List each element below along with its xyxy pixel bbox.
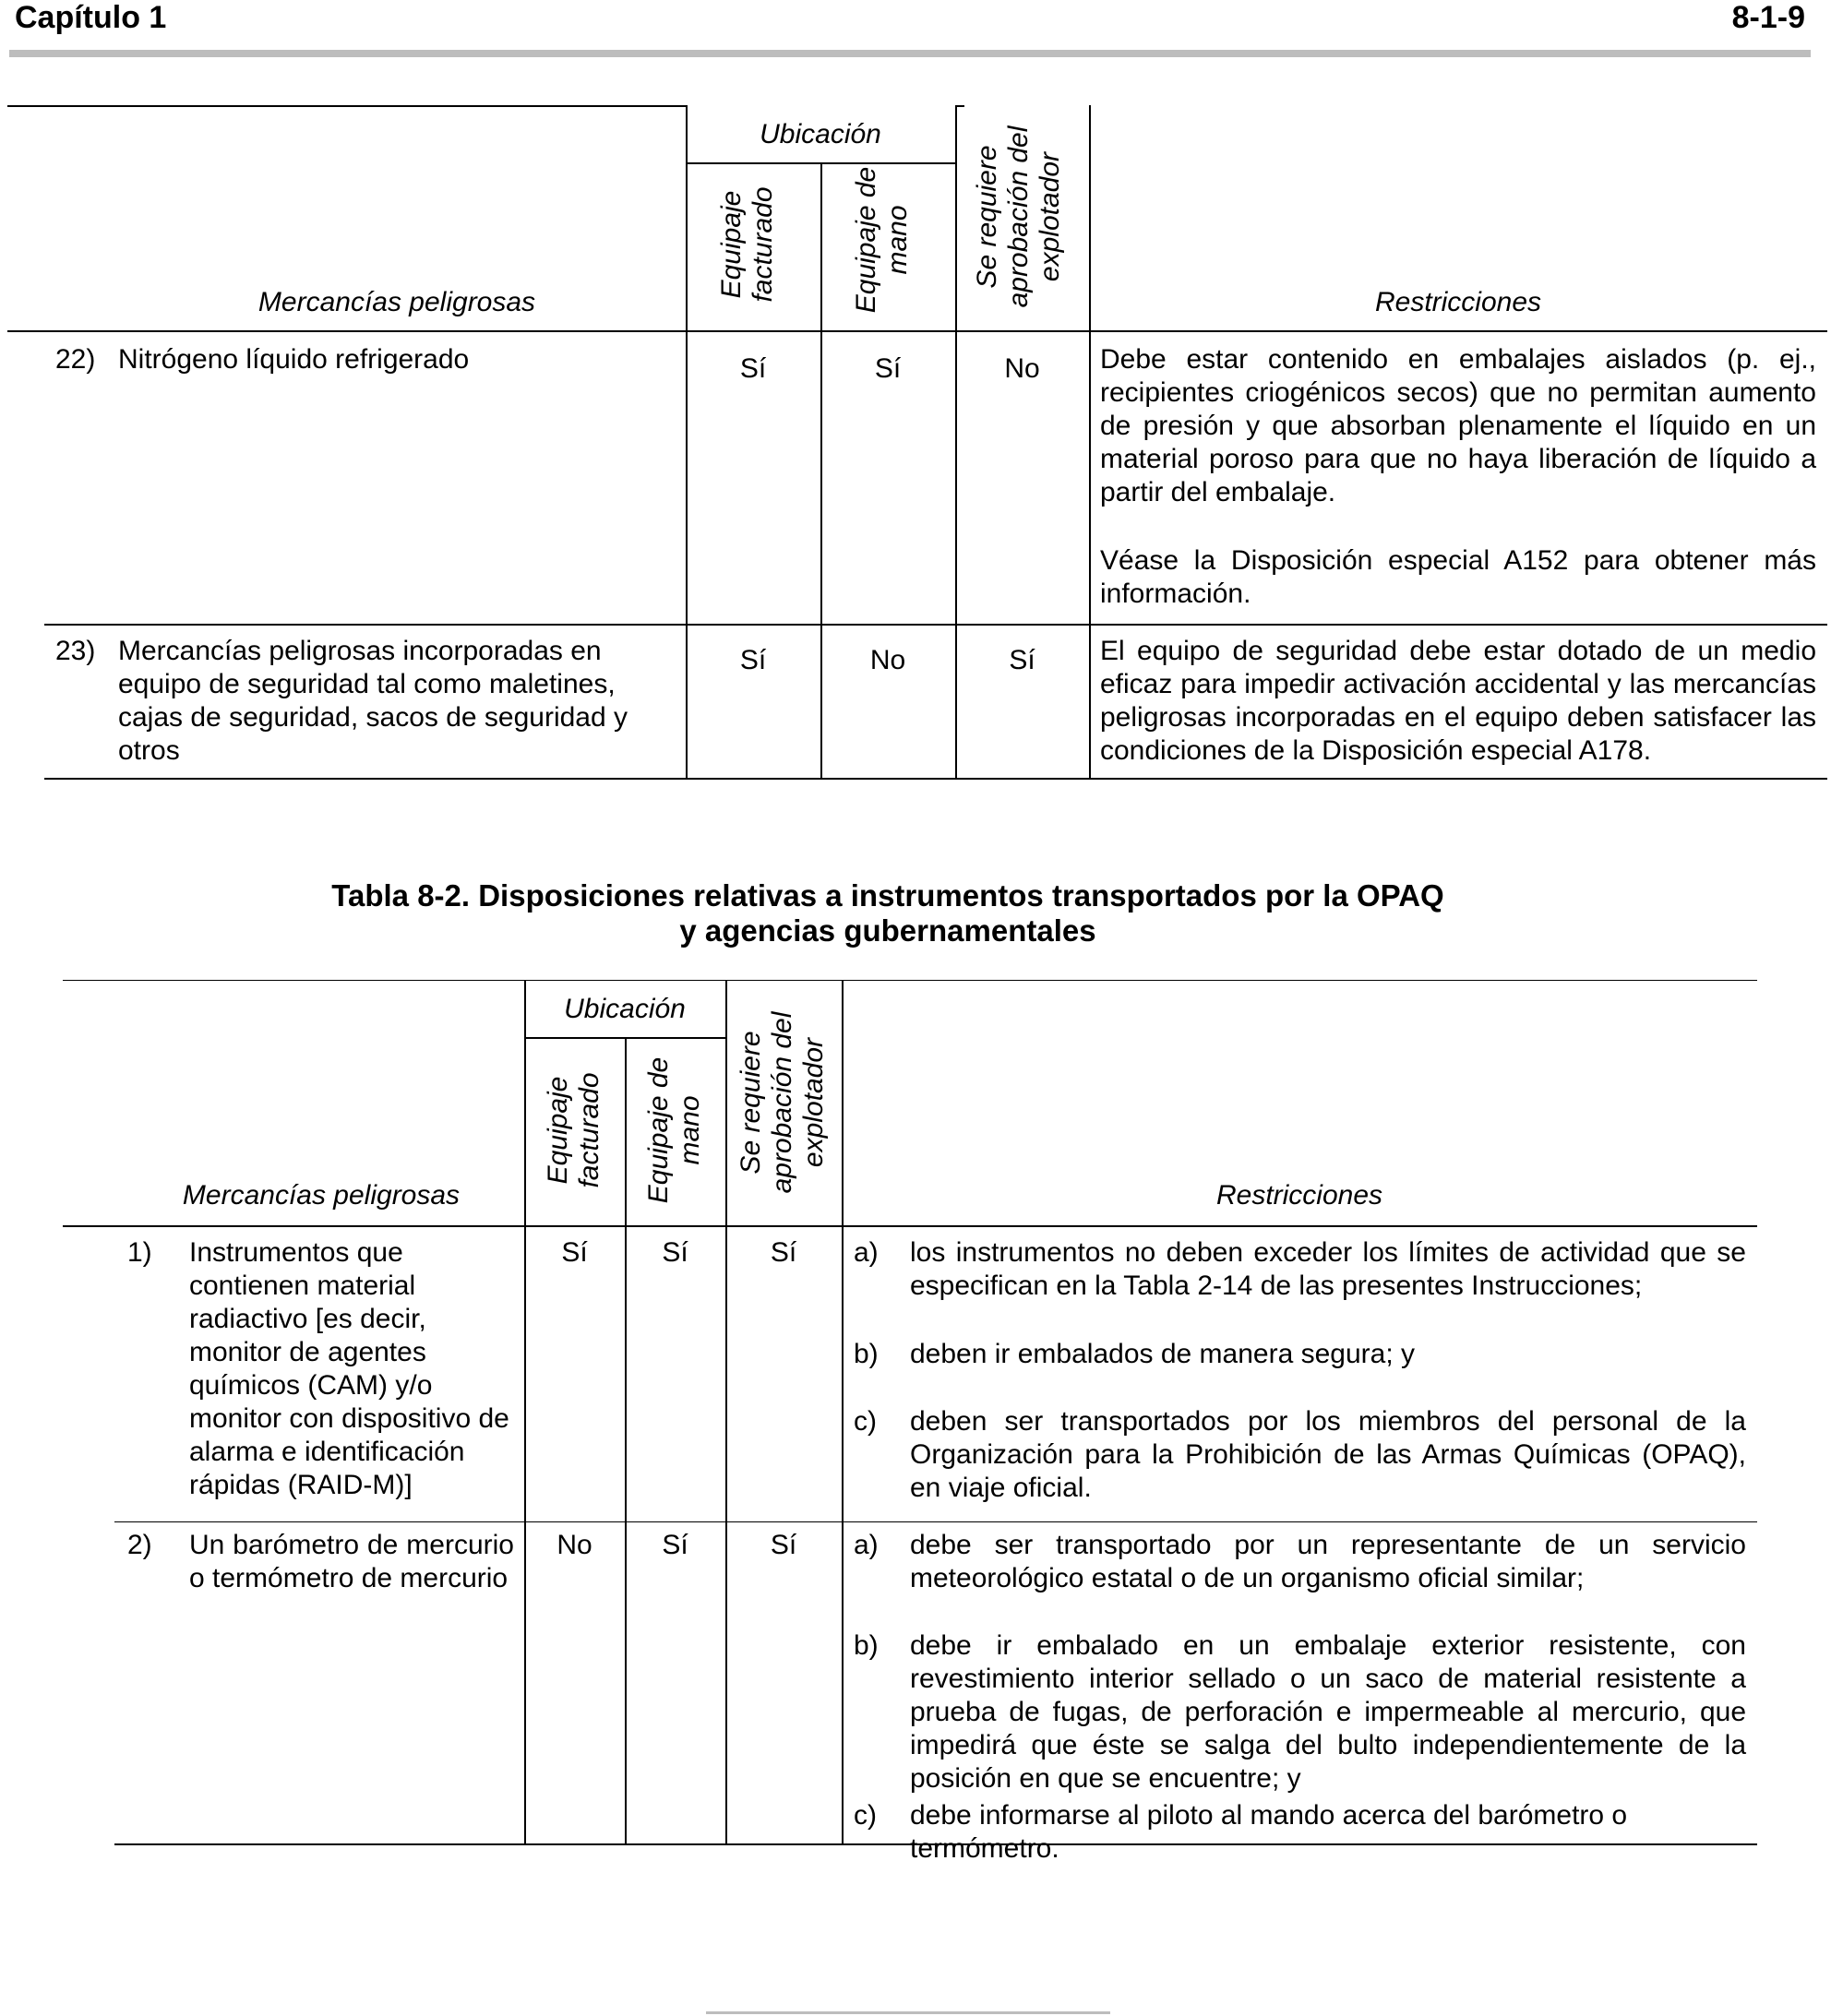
t2-header-approval: Se requiere aprobación del explotador xyxy=(736,1011,829,1194)
t2-row-number: 1) xyxy=(127,1237,152,1268)
t1-row-number: 22) xyxy=(55,344,96,375)
table-2-title-line1: Tabla 8-2. Disposiciones relativas a instrumentos transportados por la OPAQ xyxy=(331,878,1444,913)
t1-row-checked: Sí xyxy=(739,645,767,675)
t2-restriction-letter: b) xyxy=(854,1630,879,1661)
t1-row-carry-on: No xyxy=(869,645,906,675)
chapter-label: Capítulo 1 xyxy=(15,0,167,35)
t2-restriction-text: debe ir embalado en un embalaje exterior resistente, con revestimiento interior sellado o un saco de material resistente a prueba de fugas, de perforación e impermeable al mercurio, que impedirá que éste se salga del bulto independientemente de la posición en que se encuentre; y xyxy=(910,1630,1746,1794)
t2-row-number: 2) xyxy=(127,1530,152,1560)
t1-header-approval: Se requiere aprobación del explotador xyxy=(972,125,1065,308)
t1-bottom-rule xyxy=(44,778,1827,780)
t1-row-restriction: El equipo de seguridad debe estar dotado de un medio eficaz para impedir activación accidental y las mercancías peligrosas incorporadas en el equipo deben satisfacer las condiciones de la Disposición especial A178. xyxy=(1100,636,1816,766)
t2-header-location: Ubicación xyxy=(564,994,686,1024)
t1-col-divider xyxy=(686,105,688,780)
t2-restriction-text: deben ir embalados de manera segura; y xyxy=(910,1339,1416,1369)
t1-row-approval: No xyxy=(1004,353,1040,384)
t2-restriction-letter: b) xyxy=(854,1339,879,1369)
t2-top-rule xyxy=(63,980,1757,981)
t2-restriction-text: debe informarse al piloto al mando acerca del barómetro o termómetro. xyxy=(910,1800,1628,1864)
t2-restriction-letter: a) xyxy=(854,1530,879,1560)
t1-row-restriction: Véase la Disposición especial A152 para obtener más información. xyxy=(1100,545,1816,609)
t2-row-carry-on: Sí xyxy=(662,1530,688,1560)
footer-rule xyxy=(706,2011,1110,2014)
t2-col-divider xyxy=(524,980,526,1845)
t2-restriction-letter: a) xyxy=(854,1237,879,1268)
t2-header-carry-on: Equipaje de mano xyxy=(643,1056,705,1204)
t2-row-carry-on: Sí xyxy=(662,1237,688,1268)
t2-header-checked: Equipaje facturado xyxy=(543,1072,604,1188)
t1-col-divider xyxy=(1089,105,1091,780)
t1-header-checked: Equipaje facturado xyxy=(716,186,778,303)
t2-restriction-text: deben ser transportados por los miembros del personal de la Organización para la Prohibición de las Armas Químicas (OPAQ), en viaje oficial. xyxy=(910,1406,1746,1503)
header-rule xyxy=(9,50,1811,57)
t1-col-divider xyxy=(820,162,822,780)
t2-col-divider xyxy=(625,1037,627,1845)
t2-row-goods: Instrumentos que contienen material radiactivo [es decir, monitor de agentes químicos (CAM) y/o monitor con dispositivo de alarma e identificación rápidas (RAID-M)] xyxy=(189,1237,509,1500)
t2-header-restrictions: Restricciones xyxy=(1215,1180,1383,1211)
t2-restriction-letter: c) xyxy=(854,1406,877,1437)
t1-row-divider xyxy=(44,624,1827,626)
t1-header-bottom-rule xyxy=(7,330,1827,332)
t1-col-divider xyxy=(955,105,957,780)
t1-top-rule xyxy=(7,105,686,107)
t1-row-number: 23) xyxy=(55,636,96,666)
t1-row-restriction: Debe estar contenido en embalajes aislados (p. ej., recipientes criogénicos secos) que no permitan aumento de presión y que absorban plenamente el líquido en un material poroso para que no haya liberación de líquido a partir del embalaje. xyxy=(1100,344,1816,507)
t2-row-goods: Un barómetro de mercurio o termómetro de mercurio xyxy=(189,1530,514,1593)
t2-row-approval: Sí xyxy=(770,1237,797,1268)
t1-header-goods: Mercancías peligrosas xyxy=(257,287,536,317)
t1-header-restrictions: Restricciones xyxy=(1374,287,1542,317)
page-number: 8-1-9 xyxy=(1731,0,1805,35)
table-2-title-line2: y agencias gubernamentales xyxy=(679,913,1096,948)
t1-header-carry-on: Equipaje de mano xyxy=(851,166,913,314)
t2-restriction-text: los instrumentos no deben exceder los límites de actividad que se especifican en la Tabla 2-14 de las presentes Instrucciones; xyxy=(910,1237,1746,1301)
t1-row-approval: Sí xyxy=(1009,645,1035,675)
t1-row-goods: Nitrógeno líquido refrigerado xyxy=(118,344,470,375)
t2-header-bottom-rule xyxy=(63,1225,1757,1227)
t2-col-divider xyxy=(842,980,844,1845)
t2-restriction-letter: c) xyxy=(854,1800,877,1831)
t2-row-approval: Sí xyxy=(770,1530,797,1560)
table-2-title xyxy=(0,878,1776,948)
t1-row-goods: Mercancías peligrosas incorporadas en equipo de seguridad tal como maletines, cajas de seguridad, sacos de seguridad y otros xyxy=(118,636,628,766)
t2-col-divider xyxy=(725,980,727,1845)
t1-row-checked: Sí xyxy=(739,353,767,384)
t1-row-carry-on: Sí xyxy=(874,353,902,384)
t2-row-checked: Sí xyxy=(561,1237,588,1268)
t2-row-checked: No xyxy=(556,1530,592,1560)
t1-header-location: Ubicación xyxy=(760,119,881,149)
t2-restriction-text: debe ser transportado por un representante de un servicio meteorológico estatal o de un organismo oficial similar; xyxy=(910,1530,1746,1593)
t2-header-goods: Mercancías peligrosas xyxy=(182,1180,461,1211)
t2-row-divider xyxy=(114,1521,1757,1522)
